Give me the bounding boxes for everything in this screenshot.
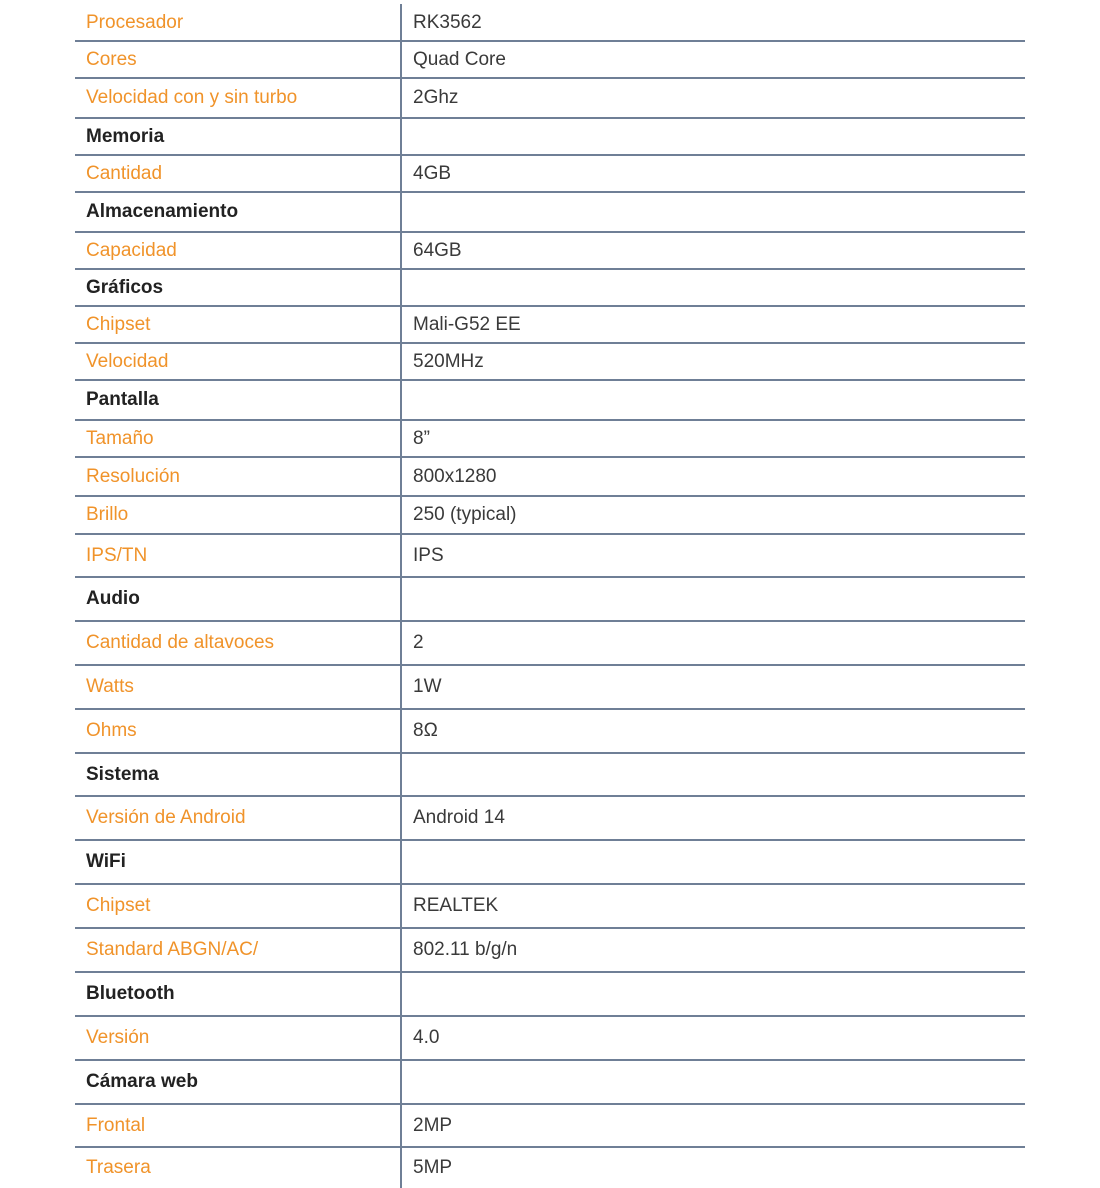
section-header-row: [75, 753, 1025, 796]
spec-value: Mali-G52 EE: [413, 313, 521, 335]
spec-label: Velocidad con y sin turbo: [86, 87, 298, 108]
section-header-row: [75, 380, 1025, 420]
spec-label: Cantidad: [86, 162, 163, 184]
section-header-row: [75, 577, 1025, 621]
section-title: WiFi: [86, 851, 126, 872]
spec-value: 520MHz: [413, 350, 484, 372]
spec-row: [75, 78, 1025, 118]
spec-label: Trasera: [86, 1156, 151, 1178]
spec-value: 8”: [413, 427, 430, 449]
spec-row: [75, 1104, 1025, 1147]
spec-row: [75, 665, 1025, 709]
spec-row: [75, 306, 1025, 343]
spec-value: 4GB: [413, 162, 452, 184]
section-title: Memoria: [86, 125, 165, 147]
spec-row: [75, 928, 1025, 972]
spec-value: 64GB: [413, 239, 462, 261]
section-title: Cámara web: [86, 1071, 198, 1092]
spec-label: Watts: [86, 676, 134, 697]
section-header-row: [75, 118, 1025, 155]
spec-row: [75, 1016, 1025, 1060]
spec-label: IPS/TN: [86, 544, 148, 566]
spec-row: [75, 621, 1025, 665]
spec-label: Versión de Android: [86, 807, 246, 828]
spec-value: 1W: [413, 676, 442, 697]
spec-row: [75, 884, 1025, 928]
spec-value: IPS: [413, 544, 444, 566]
spec-label: Velocidad: [86, 350, 169, 372]
spec-value: 5MP: [413, 1156, 453, 1178]
spec-value: Quad Core: [413, 48, 506, 70]
spec-value: 250 (typical): [413, 504, 517, 525]
spec-label: Frontal: [86, 1114, 146, 1136]
spec-value: 2Ghz: [413, 87, 459, 108]
spec-label: Resolución: [86, 465, 180, 487]
spec-label: Standard ABGN/AC/: [86, 939, 259, 960]
spec-row: [75, 420, 1025, 457]
section-title: Almacenamiento: [86, 201, 239, 222]
spec-row: [75, 155, 1025, 192]
section-title: Pantalla: [86, 389, 159, 410]
section-header-row: [75, 1060, 1025, 1104]
spec-label: Cores: [86, 48, 137, 70]
section-title: Gráficos: [86, 276, 164, 298]
spec-label: Procesador: [86, 11, 184, 33]
spec-row: [75, 457, 1025, 496]
spec-label: Chipset: [86, 313, 151, 335]
section-title: Sistema: [86, 763, 159, 785]
spec-row: [75, 796, 1025, 840]
section-header-row: [75, 972, 1025, 1016]
section-header-row: [75, 269, 1025, 306]
spec-value: REALTEK: [413, 895, 499, 916]
spec-value: RK3562: [413, 11, 482, 33]
spec-row: [75, 534, 1025, 577]
spec-row: [75, 4, 1025, 41]
spec-label: Cantidad de altavoces: [86, 632, 275, 653]
spec-value: 800x1280: [413, 465, 497, 487]
spec-value: 4.0: [413, 1027, 440, 1048]
spec-label: Chipset: [86, 895, 151, 916]
spec-row: [75, 232, 1025, 269]
spec-row: [75, 709, 1025, 753]
spec-value: Android 14: [413, 807, 505, 828]
spec-value: 2: [413, 632, 424, 653]
section-title: Audio: [86, 588, 140, 609]
spec-label: Ohms: [86, 720, 137, 741]
spec-label: Versión: [86, 1027, 150, 1048]
spec-row: [75, 496, 1025, 534]
section-header-row: [75, 192, 1025, 232]
spec-label: Tamaño: [86, 427, 154, 449]
section-header-row: [75, 840, 1025, 884]
spec-value: 8Ω: [413, 720, 438, 741]
spec-label: Capacidad: [86, 239, 177, 261]
spec-row: [75, 343, 1025, 380]
spec-value: 802.11 b/g/n: [413, 939, 518, 960]
spec-row: [75, 1147, 1025, 1188]
spec-label: Brillo: [86, 504, 129, 525]
section-title: Bluetooth: [86, 983, 175, 1004]
spec-row: [75, 41, 1025, 78]
spec-value: 2MP: [413, 1114, 453, 1136]
